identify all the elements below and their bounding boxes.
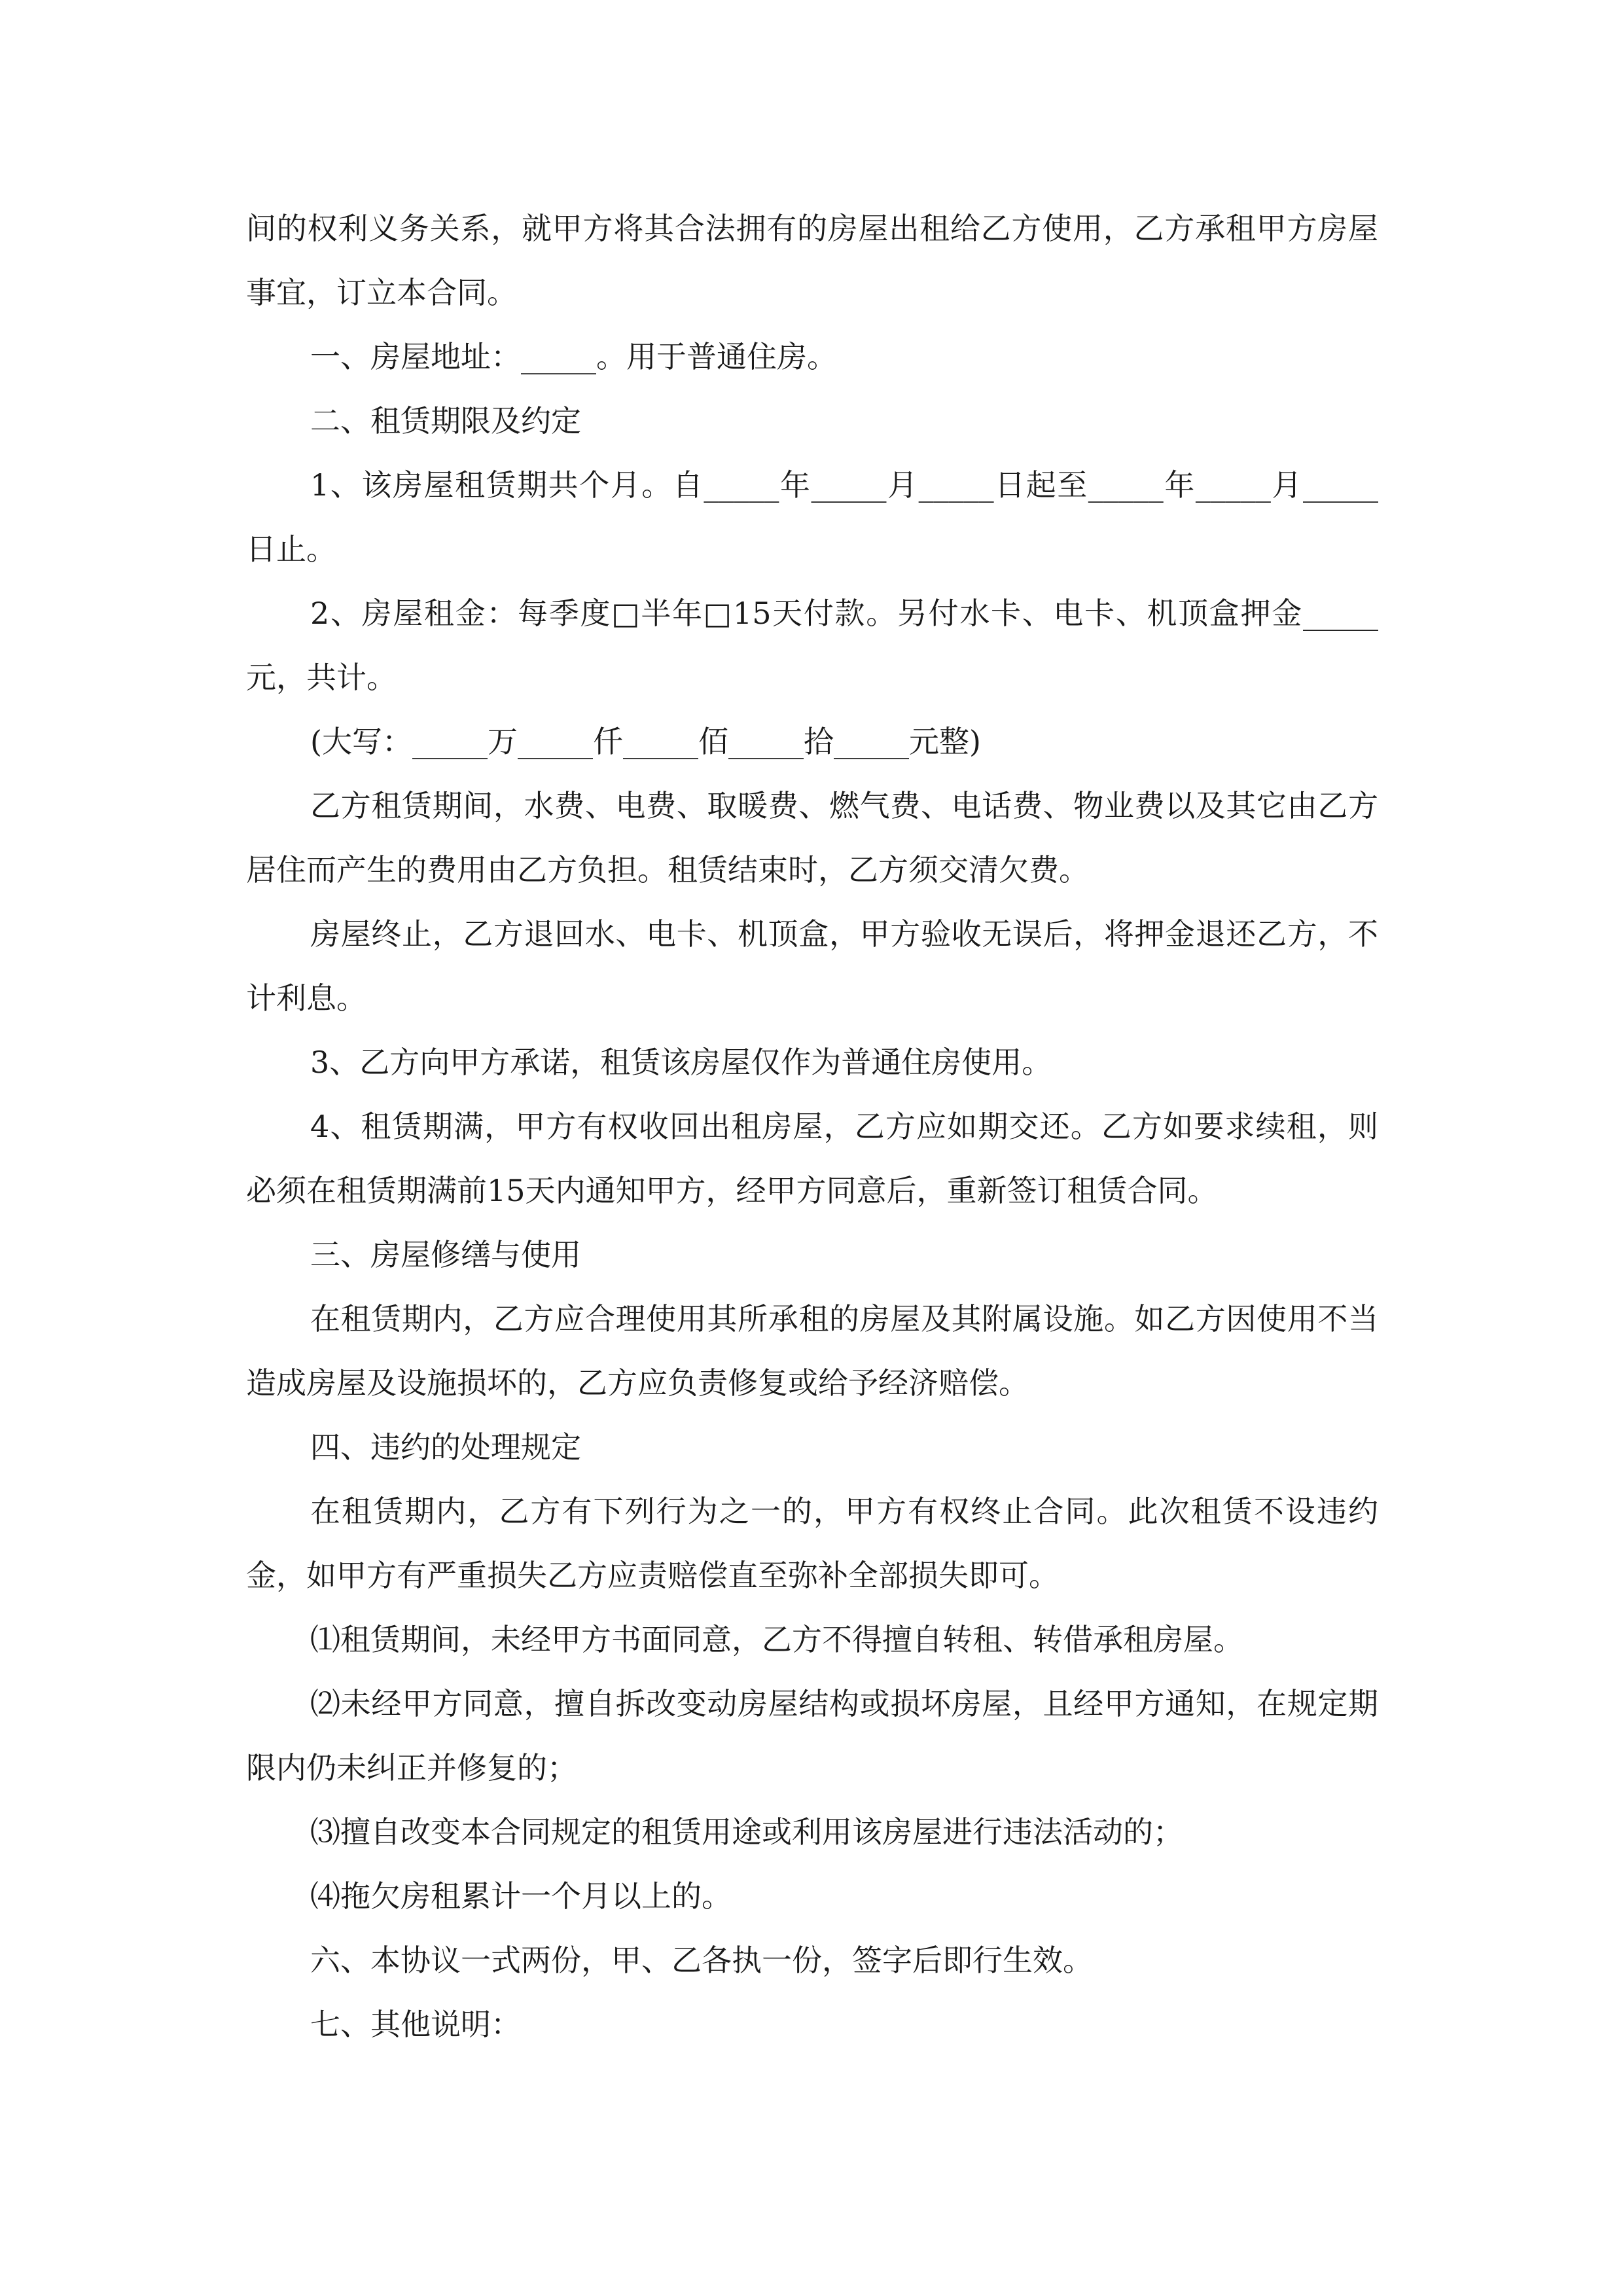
heading-other-notes: 七、其他说明： xyxy=(310,2007,521,2042)
paragraph-copies-effective: 六、本协议一式两份，甲、乙各执一份，签字后即行生效。 xyxy=(310,1943,1093,1978)
paragraph-house-address: 一、房屋地址：_____。用于普通住房。 xyxy=(310,339,837,374)
paragraph-lease-period: 1、该房屋租赁期共个月。自_____年_____月_____日起至_____年_____月_____日止。 xyxy=(246,467,1378,567)
paragraph-residential-use: 3、乙方向甲方承诺，租赁该房屋仅作为普通住房使用。 xyxy=(310,1045,1052,1080)
contract-page xyxy=(246,196,1378,2056)
clause-illegal-use: ⑶擅自改变本合同规定的租赁用途或利用该房屋进行违法活动的； xyxy=(310,1814,1183,1850)
heading-breach-rules: 四、违约的处理规定 xyxy=(310,1429,581,1465)
paragraph-rent: 2、房屋租金：每季度□半年□15天付款。另付水卡、电卡、机顶盒押金_____元，共计。 xyxy=(246,596,1378,695)
paragraph-amount-in-words: (大写：_____万_____仟_____佰_____拾_____元整) xyxy=(310,724,981,759)
heading-lease-term: 二、租赁期限及约定 xyxy=(310,403,581,439)
paragraph-utility-fees: 乙方租赁期间，水费、电费、取暖费、燃气费、电话费、物业费以及其它由乙方居住而产生的费用由乙方负担。租赁结束时，乙方须交清欠费。 xyxy=(246,788,1378,888)
paragraph-deposit-return: 房屋终止，乙方退回水、电卡、机顶盒，甲方验收无误后，将押金退还乙方，不计利息。 xyxy=(246,916,1378,1016)
clause-rent-arrears: ⑷拖欠房租累计一个月以上的。 xyxy=(310,1878,732,1914)
paragraph-termination-conditions: 在租赁期内，乙方有下列行为之一的，甲方有权终止合同。此次租赁不设违约金，如甲方有严重损失乙方应责赔偿直至弥补全部损失即可。 xyxy=(246,1494,1378,1593)
paragraph-intro-continuation: 间的权利义务关系，就甲方将其合法拥有的房屋出租给乙方使用，乙方承租甲方房屋事宜，订立本合同。 xyxy=(246,211,1378,310)
clause-sublet: ⑴租赁期间，未经甲方书面同意，乙方不得擅自转租、转借承租房屋。 xyxy=(310,1622,1243,1657)
paragraph-reasonable-use: 在租赁期内，乙方应合理使用其所承租的房屋及其附属设施。如乙方因使用不当造成房屋及设施损坏的，乙方应负责修复或给予经济赔偿。 xyxy=(246,1301,1378,1401)
heading-repair-and-use: 三、房屋修缮与使用 xyxy=(310,1237,581,1272)
clause-structural-changes: ⑵未经甲方同意，擅自拆改变动房屋结构或损坏房屋，且经甲方通知，在规定期限内仍未纠正并修复的； xyxy=(246,1686,1378,1785)
paragraph-lease-renewal: 4、租赁期满，甲方有权收回出租房屋，乙方应如期交还。乙方如要求续租，则必须在租赁期满前15天内通知甲方，经甲方同意后，重新签订租赁合同。 xyxy=(246,1109,1378,1208)
